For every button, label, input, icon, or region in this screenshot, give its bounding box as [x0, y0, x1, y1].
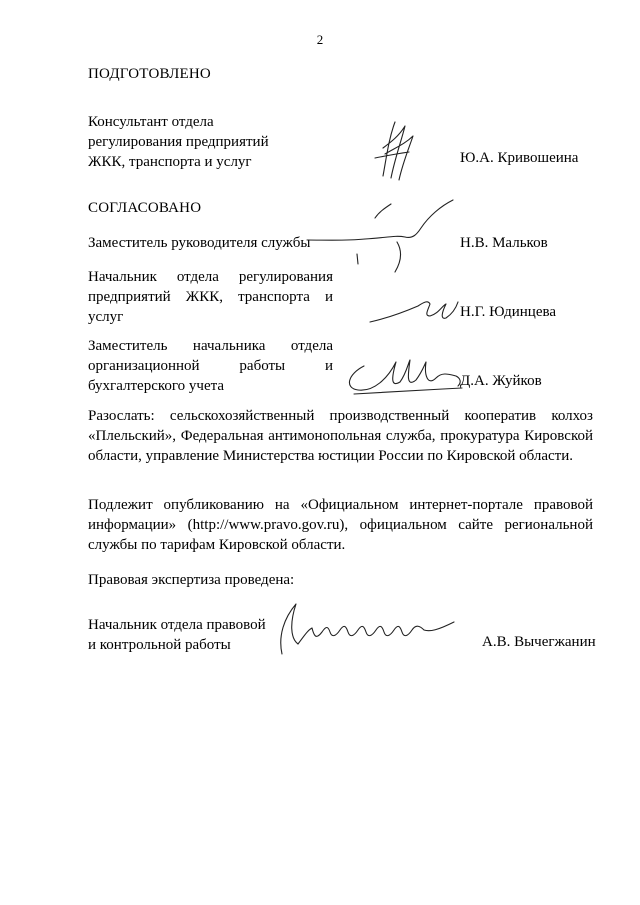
prepared-heading: ПОДГОТОВЛЕНО	[88, 66, 211, 82]
page-number: 2	[316, 32, 324, 47]
legal-review-role: Начальник отдела правовой и контрольной работы	[88, 617, 266, 653]
legal-review-name: А.В. Вычегжанин	[482, 634, 596, 650]
signer-1-name: Н.В. Мальков	[460, 235, 548, 251]
signer-3-role: Заместитель начальника отдела организационной работы и бухгалтерского учета	[88, 338, 333, 394]
signer-2-role: Начальник отдела регулирования предприятий ЖКК, транспорта и услуг	[88, 269, 333, 325]
signer-1-role: Заместитель руководителя службы	[88, 235, 311, 251]
agreed-heading: СОГЛАСОВАНО	[88, 200, 202, 216]
signer-3-name: Д.А. Жуйков	[460, 373, 542, 389]
publication-text: Подлежит опубликованию на «Официальном интернет-портале правовой информации» (http://www.pravo.gov.ru), официальном сайте региональной службы по тарифам Кировской области.	[88, 497, 593, 553]
prepared-name: Ю.А. Кривошеина	[460, 150, 579, 166]
signer-3-signature	[344, 354, 464, 400]
prepared-signature	[365, 118, 425, 186]
signer-2-name: Н.Г. Юдинцева	[460, 304, 557, 320]
signer-1-signature	[305, 198, 460, 276]
legal-review-signature	[268, 596, 458, 658]
legal-review-text: Правовая экспертиза проведена:	[88, 572, 295, 588]
signer-2-signature	[368, 296, 460, 326]
distribution-text: Разослать: сельскохозяйственный производственный кооператив колхоз «Плельский», Федеральная антимонопольная служба, прокуратура Кировской области, управление Министерства юстиции России по Кировской области.	[88, 408, 593, 464]
prepared-role: Консультант отдела регулирования предприятий ЖКК, транспорта и услуг	[88, 114, 269, 170]
